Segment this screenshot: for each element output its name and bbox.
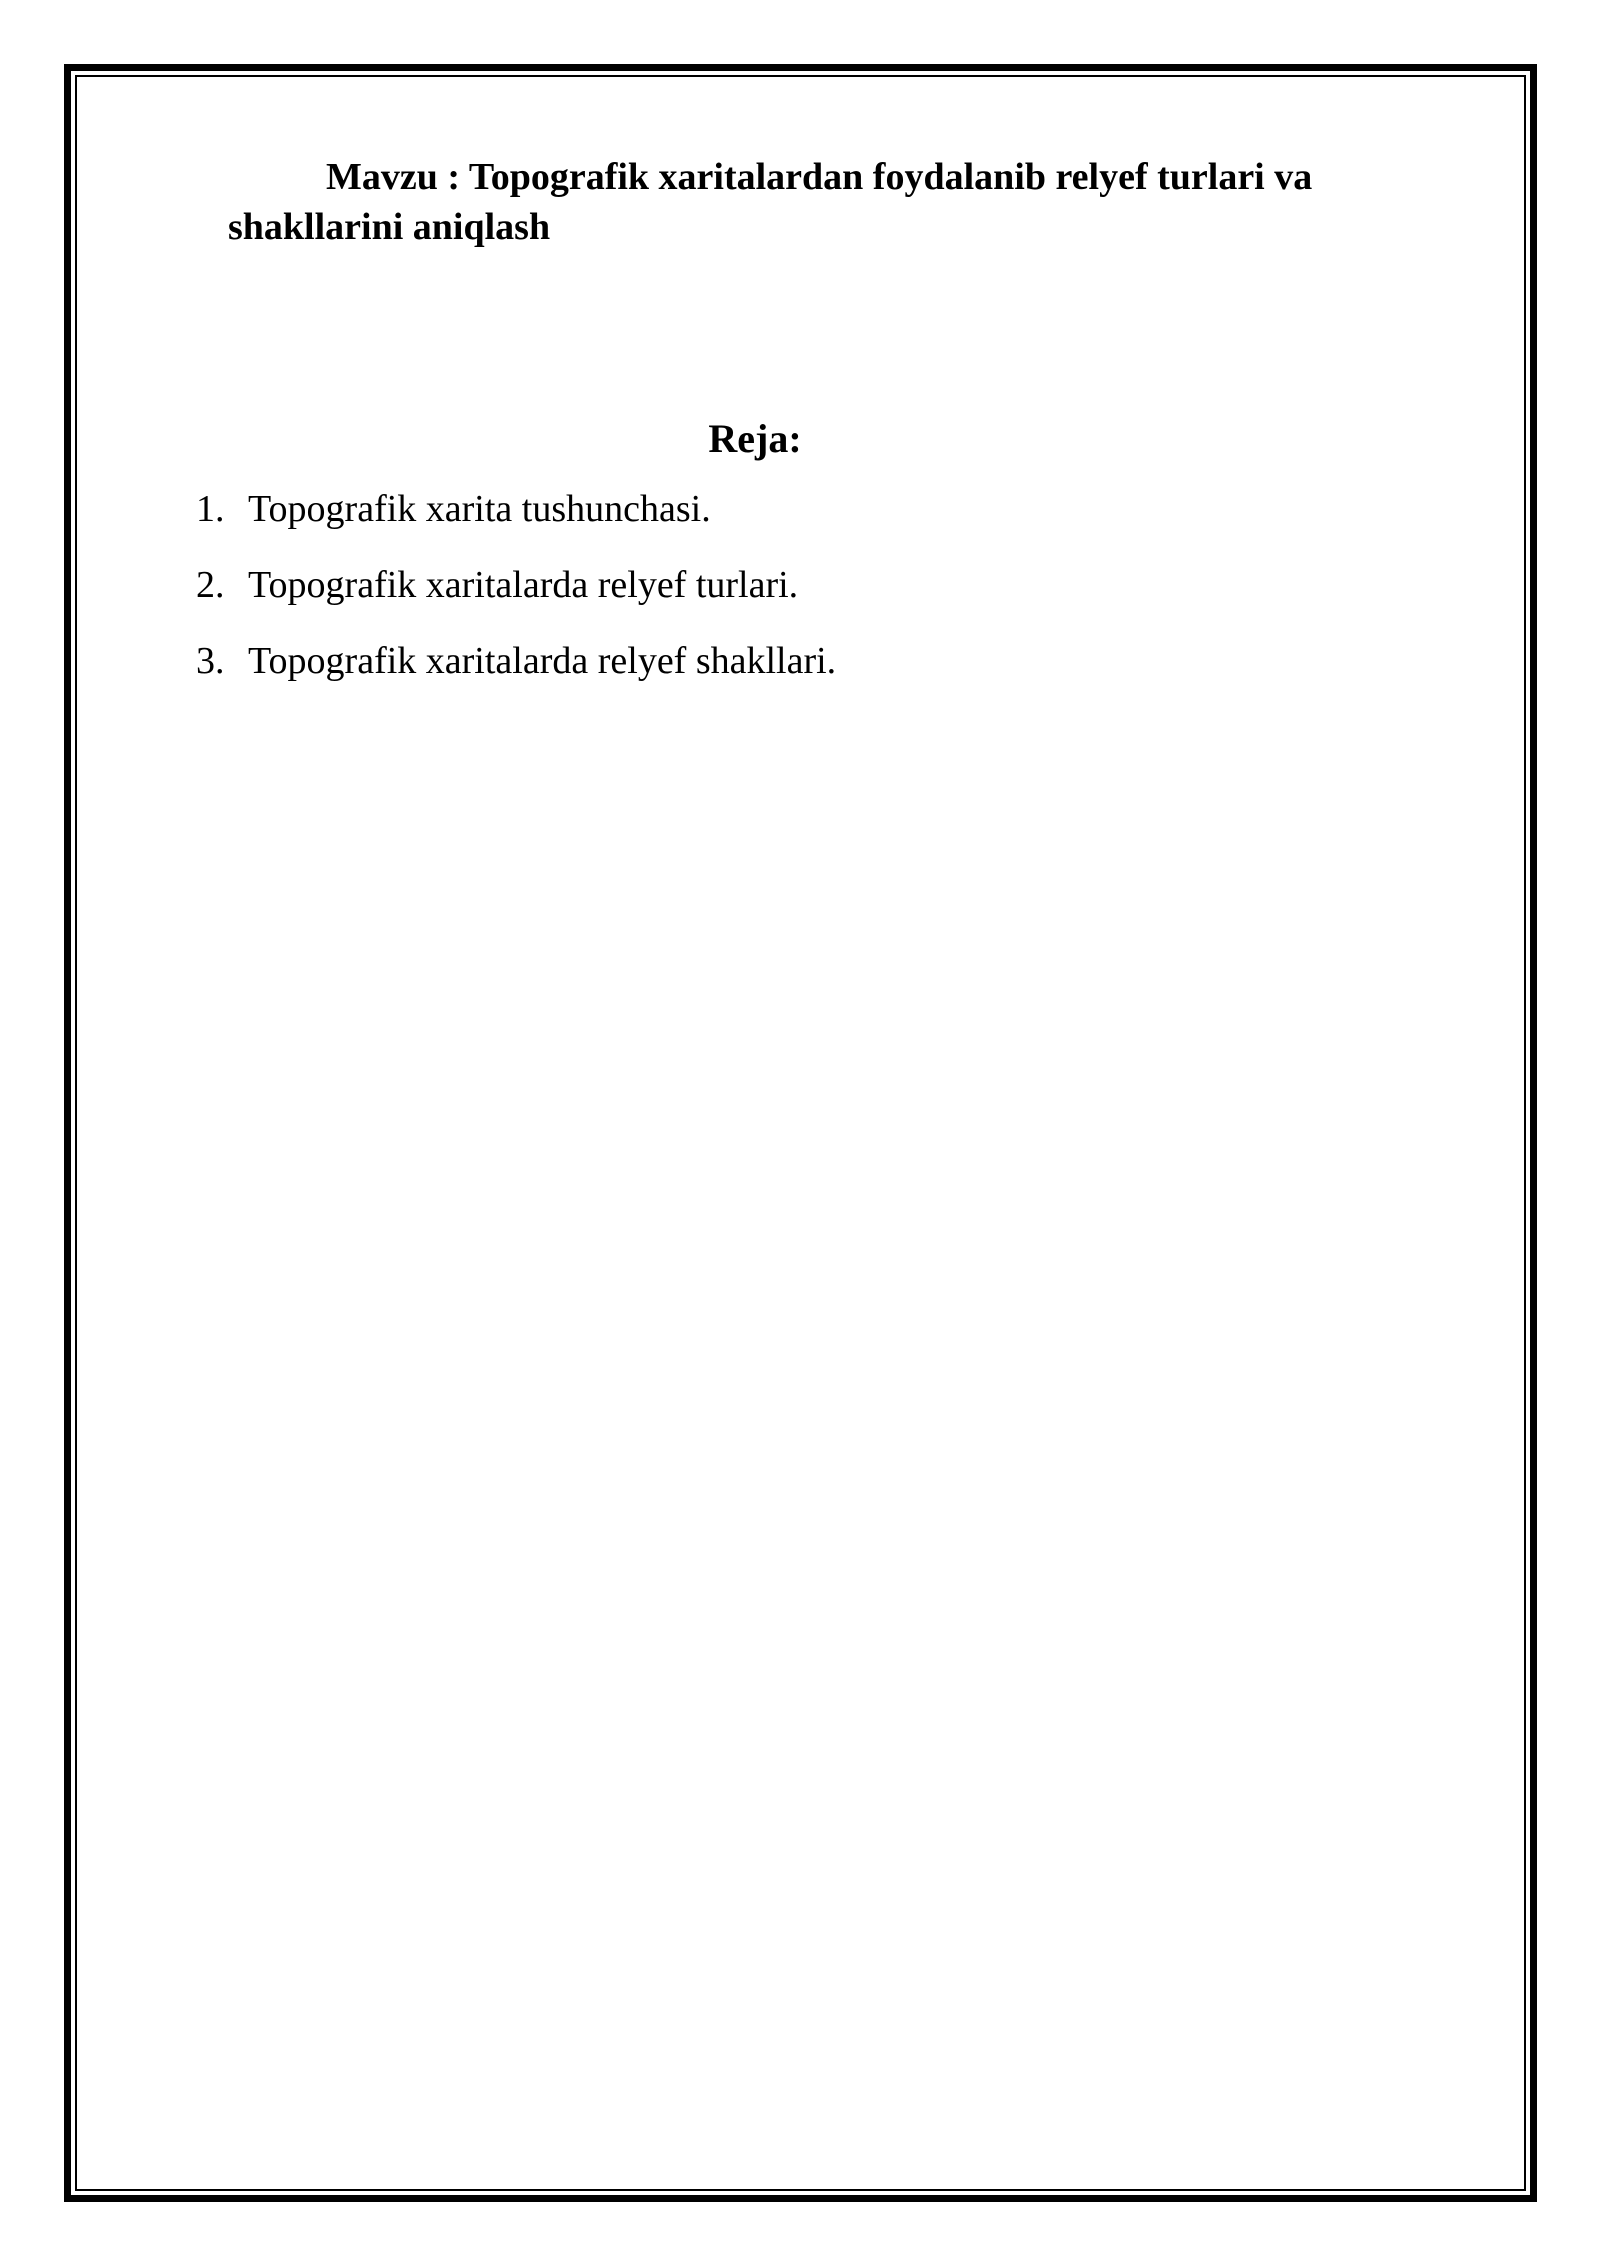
page-border-inner [75,75,1526,2191]
plan-list [196,484,836,712]
plan-item [196,484,836,534]
plan-item-number: 1. [196,488,225,530]
plan-item-text: Topografik xaritalarda relyef turlari. [248,564,799,606]
page-title: Mavzu : Topografik xaritalardan foydalanib relyef turlari va shakllarini aniqlash [228,156,1313,248]
plan-item-number: 2. [196,564,225,606]
plan-item-text: Topografik xarita tushunchasi. [248,488,711,530]
plan-item [196,636,836,686]
plan-heading: Reja: [708,416,802,461]
plan-item-number: 3. [196,640,225,682]
plan-item-text: Topografik xaritalarda relyef shakllari. [248,640,837,682]
plan-item [196,560,836,610]
